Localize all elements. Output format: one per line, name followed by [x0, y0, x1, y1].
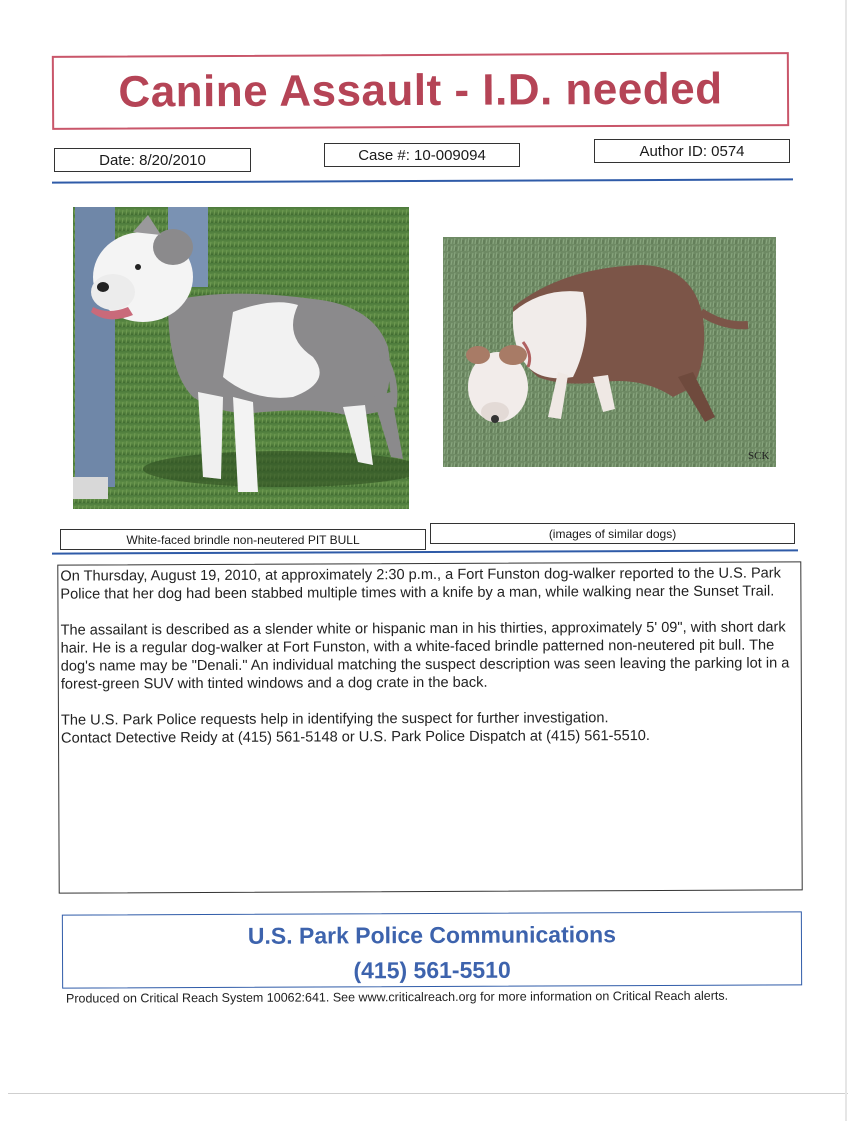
contact-line: Contact Detective Reidy at (415) 561-5148 or U.S. Park Police Dispatch at (415) 561-5510. [61, 728, 651, 747]
author-id-label: Author ID: 0574 [639, 142, 745, 160]
contact-footer-box [62, 911, 802, 988]
title-box [52, 52, 789, 130]
suspect-description-paragraph: The assailant is described as a slender white or hispanic man in his thirties, approximately 5' 09", with short dark hair. He is a regular dog-walker at Fort Funston, with a white-faced brindle patterned non-neutered pit bull. The dog's name may be "Denali." An individual matching the suspect description was seen leaving the parking lot in a forest-green SUV with tinted windows and a dog crate in the back. [60, 619, 790, 693]
photo-divider [52, 549, 798, 554]
produced-by-note: Produced on Critical Reach System 10062:641. See www.criticalreach.org for more information on Critical Reach alerts. [65, 988, 729, 1006]
page-title: Canine Assault - I.D. needed [118, 64, 723, 117]
footer-phone-number: (415) 561-5510 [353, 956, 511, 984]
left-caption-text: White-faced brindle non-neutered PIT BULL [126, 532, 360, 547]
case-number-label: Case #: 10-009094 [358, 146, 486, 164]
pit-bull-photo-left [73, 207, 409, 509]
author-id-box [594, 139, 790, 163]
right-photo-caption [430, 523, 795, 544]
left-photo-caption [60, 529, 426, 550]
header-divider [52, 178, 793, 183]
incident-description-box [57, 561, 802, 893]
right-caption-text: (images of similar dogs) [548, 526, 677, 541]
photo-signature: SCK [748, 450, 770, 462]
date-box [54, 148, 251, 172]
footer-organization: U.S. Park Police Communications [247, 921, 617, 949]
scan-right-edge [845, 0, 847, 1121]
case-number-box [324, 143, 520, 167]
sniffing-dog-image [443, 237, 776, 467]
date-label: Date: 8/20/2010 [99, 151, 206, 169]
scan-edge-line [8, 1093, 848, 1094]
standing-dog-image [73, 207, 409, 509]
incident-paragraph-1: On Thursday, August 19, 2010, at approximately 2:30 p.m., a Fort Funston dog-walker reported to the U.S. Park Police that her dog had been stabbed multiple times with a knife by a man, while walking near the Sunset Trail. [60, 565, 781, 603]
request-help-line: The U.S. Park Police requests help in identifying the suspect for further investigation. [60, 710, 609, 729]
incident-description [60, 564, 799, 747]
pit-bull-photo-right [443, 237, 776, 467]
